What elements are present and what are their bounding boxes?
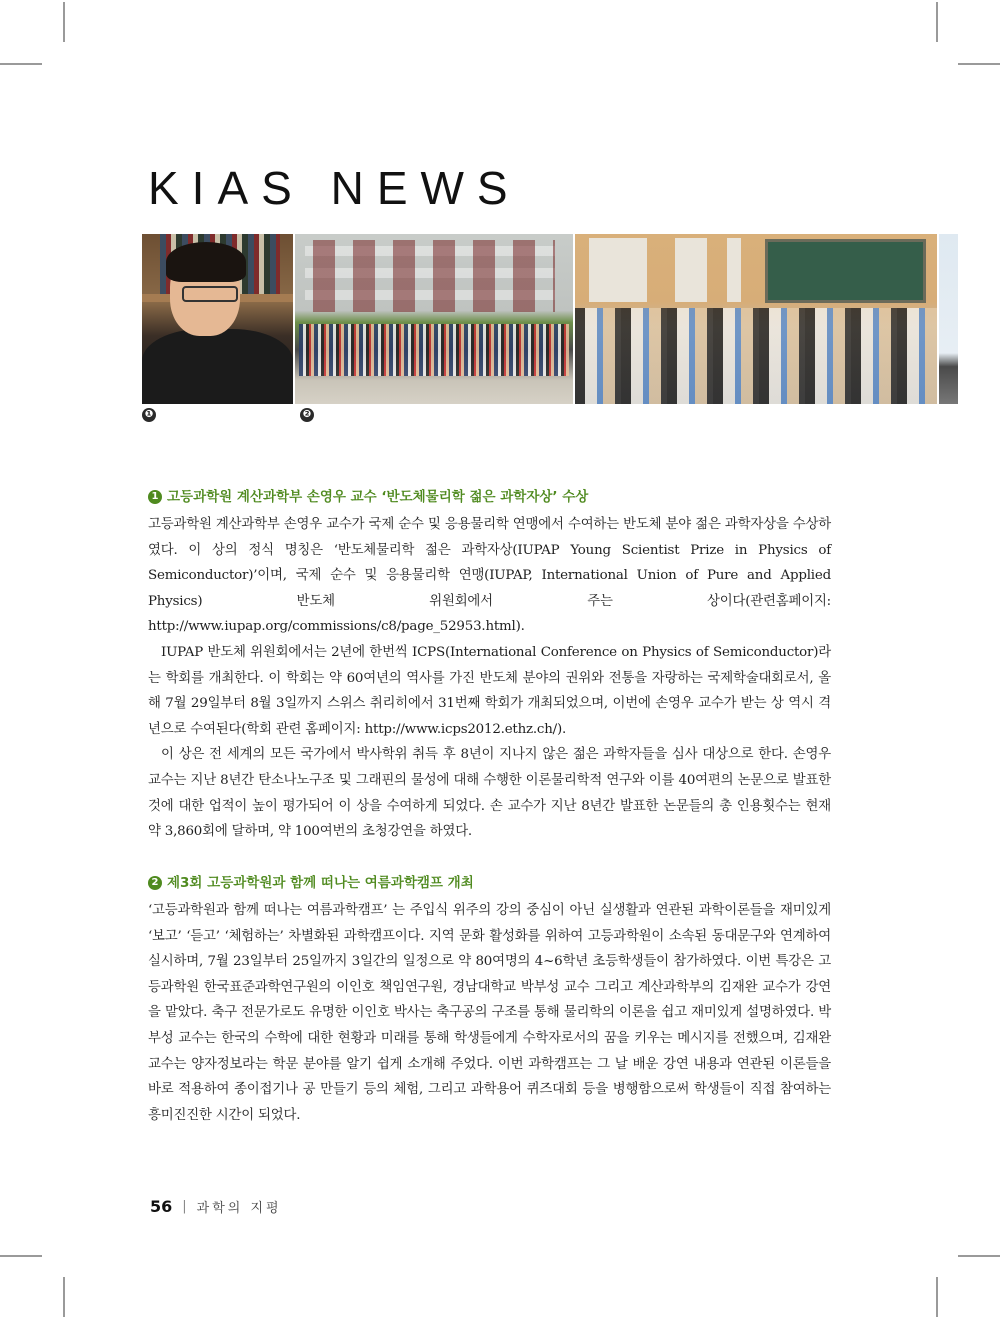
photo-strip (142, 234, 958, 404)
article-heading (148, 488, 831, 506)
article-1 (148, 488, 831, 845)
photo-professor-portrait (142, 234, 293, 404)
article-paragraph: ‘고등과학원과 함께 떠나는 여름과학캠프’ 는 주입식 위주의 강의 중심이 아닌 실생활과 연관된 과학이론들을 재미있게 ‘보고’ ‘듣고’ ‘체험하는’ 차별화된 과학캠프이다. 지역 문화 활성화를 위하여 고등과학원이 소속된 동대문구와 연계하여 실시하며, 7월 23일부터 25일까지 3일간의 일정으로 약 80여명의 4~6학년 초등학생들이 참가하였다. 이번 특강은 고등과학원 한국표준과학연구원의 이인호 책임연구원, 경남대학교 박부성 교수 그리고 계산과학부의 김재완 교수가 강연을 맡았다. 축구 전문가로도 유명한 이인호 박사는 축구공의 구조를 통해 물리학의 이론을 쉽고 재미있게 설명하였다. 박부성 교수는 한국의 수학에 대한 현황과 미래를 통해 학생들에게 수학자로서의 꿈을 키우는 메시지를 전했으며, 김재완 교수는 양자정보라는 학문 분야를 알기 쉽게 소개해 주었다. 이번 과학캠프는 그 날 배운 강연 내용과 연관된 이론들을 바로 적용하여 종이접기나 공 만들기 등의 체험, 그리고 과학용어 퀴즈대회 등을 병행함으로써 학생들이 직접 참여하는 흥미진진한 시간이 되었다. (148, 903, 831, 1123)
article-paragraph: 이 상은 전 세계의 모든 국가에서 박사학위 취득 후 8년이 지나지 않은 젊은 과학자들을 심사 대상으로 한다. 손영우 교수는 지난 8년간 탄소나노구조 및 그래핀의 물성에 대해 수행한 이론물리학적 연구와 이를 40여편의 논문으로 발표한 것에 대한 업적이 높이 평가되어 이 상을 수여하게 되었다. 손 교수가 지난 8년간 발표한 논문들의 총 인용횟수는 현재 약 3,860회에 달하며, 약 100여번의 초청강연을 하였다. (148, 747, 831, 840)
chalkboard (765, 239, 926, 303)
article-heading-text: 고등과학원 계산과학부 손영우 교수 ‘반도체물리학 젊은 과학자상’ 수상 (167, 489, 589, 505)
magazine-name: 과학의 지평 (196, 1201, 282, 1216)
curtain (727, 238, 741, 302)
photo-label-1: ❶ (142, 408, 156, 422)
photo-classroom-lecture (575, 234, 937, 404)
number-badge-icon: 1 (148, 490, 162, 504)
curtain (589, 238, 647, 302)
crowd (299, 324, 569, 376)
crop-mark (936, 2, 938, 42)
building-windows (305, 240, 555, 312)
footer-separator: | (182, 1199, 187, 1214)
crop-mark (0, 1255, 42, 1257)
article-paragraph: IUPAP 반도체 위원회에서는 2년에 한번씩 ICPS(International Conference on Physics of Semiconductor)라는 학회를 개최한다. 이 학회는 약 60여년의 역사를 가진 반도체 분야의 권위와 전통을 자랑하는 국제학술대회로서, 올해 7월 29일부터 8월 3일까지 스위스 취리히에서 31번째 학회가 개최되었으며, 이번에 손영우 교수가 받는 상 역시 격년으로 수여된다(학회 관련 홈페이지: http://www.icps2012.ethz.ch/). (148, 644, 831, 737)
crop-mark (958, 63, 1000, 65)
students (575, 308, 937, 404)
article-heading-text: 제3회 고등과학원과 함께 떠나는 여름과학캠프 개최 (167, 875, 474, 891)
curtain (675, 238, 707, 302)
crop-mark (0, 63, 42, 65)
photo-camp-group (295, 234, 573, 404)
page-number: 56 (150, 1197, 173, 1216)
number-badge-icon: 2 (148, 876, 162, 890)
shirt (142, 329, 293, 404)
photo-edge-strip (939, 234, 958, 404)
glasses (182, 286, 238, 302)
article-paragraph: 고등과학원 계산과학부 손영우 교수가 국제 순수 및 응용물리학 연맹에서 수여하는 반도체 분야 젊은 과학자상을 수상하였다. 이 상의 정식 명칭은 ‘반도체물리학 젊은 과학자상(IUPAP Young Scientist Prize in Physics of Semiconductor)’이며, 국제 순수 및 응용물리학 연맹(IUPAP, International Union of Pure and Applied Physics) 반도체 위원회에서 주는 상이다(관련홈페이지: http://www.iupap.org/commissions/c8/page_52953.html). (148, 517, 831, 635)
crop-mark (958, 1255, 1000, 1257)
hair (166, 242, 246, 282)
crop-mark (936, 1277, 938, 1317)
page-title: KIAS NEWS (148, 161, 521, 214)
photo-label-2: ❷ (300, 408, 314, 422)
article-heading (148, 874, 831, 892)
page-footer (150, 1197, 282, 1216)
article-2 (148, 874, 831, 1128)
crop-mark (63, 1277, 65, 1317)
crop-mark (63, 2, 65, 42)
